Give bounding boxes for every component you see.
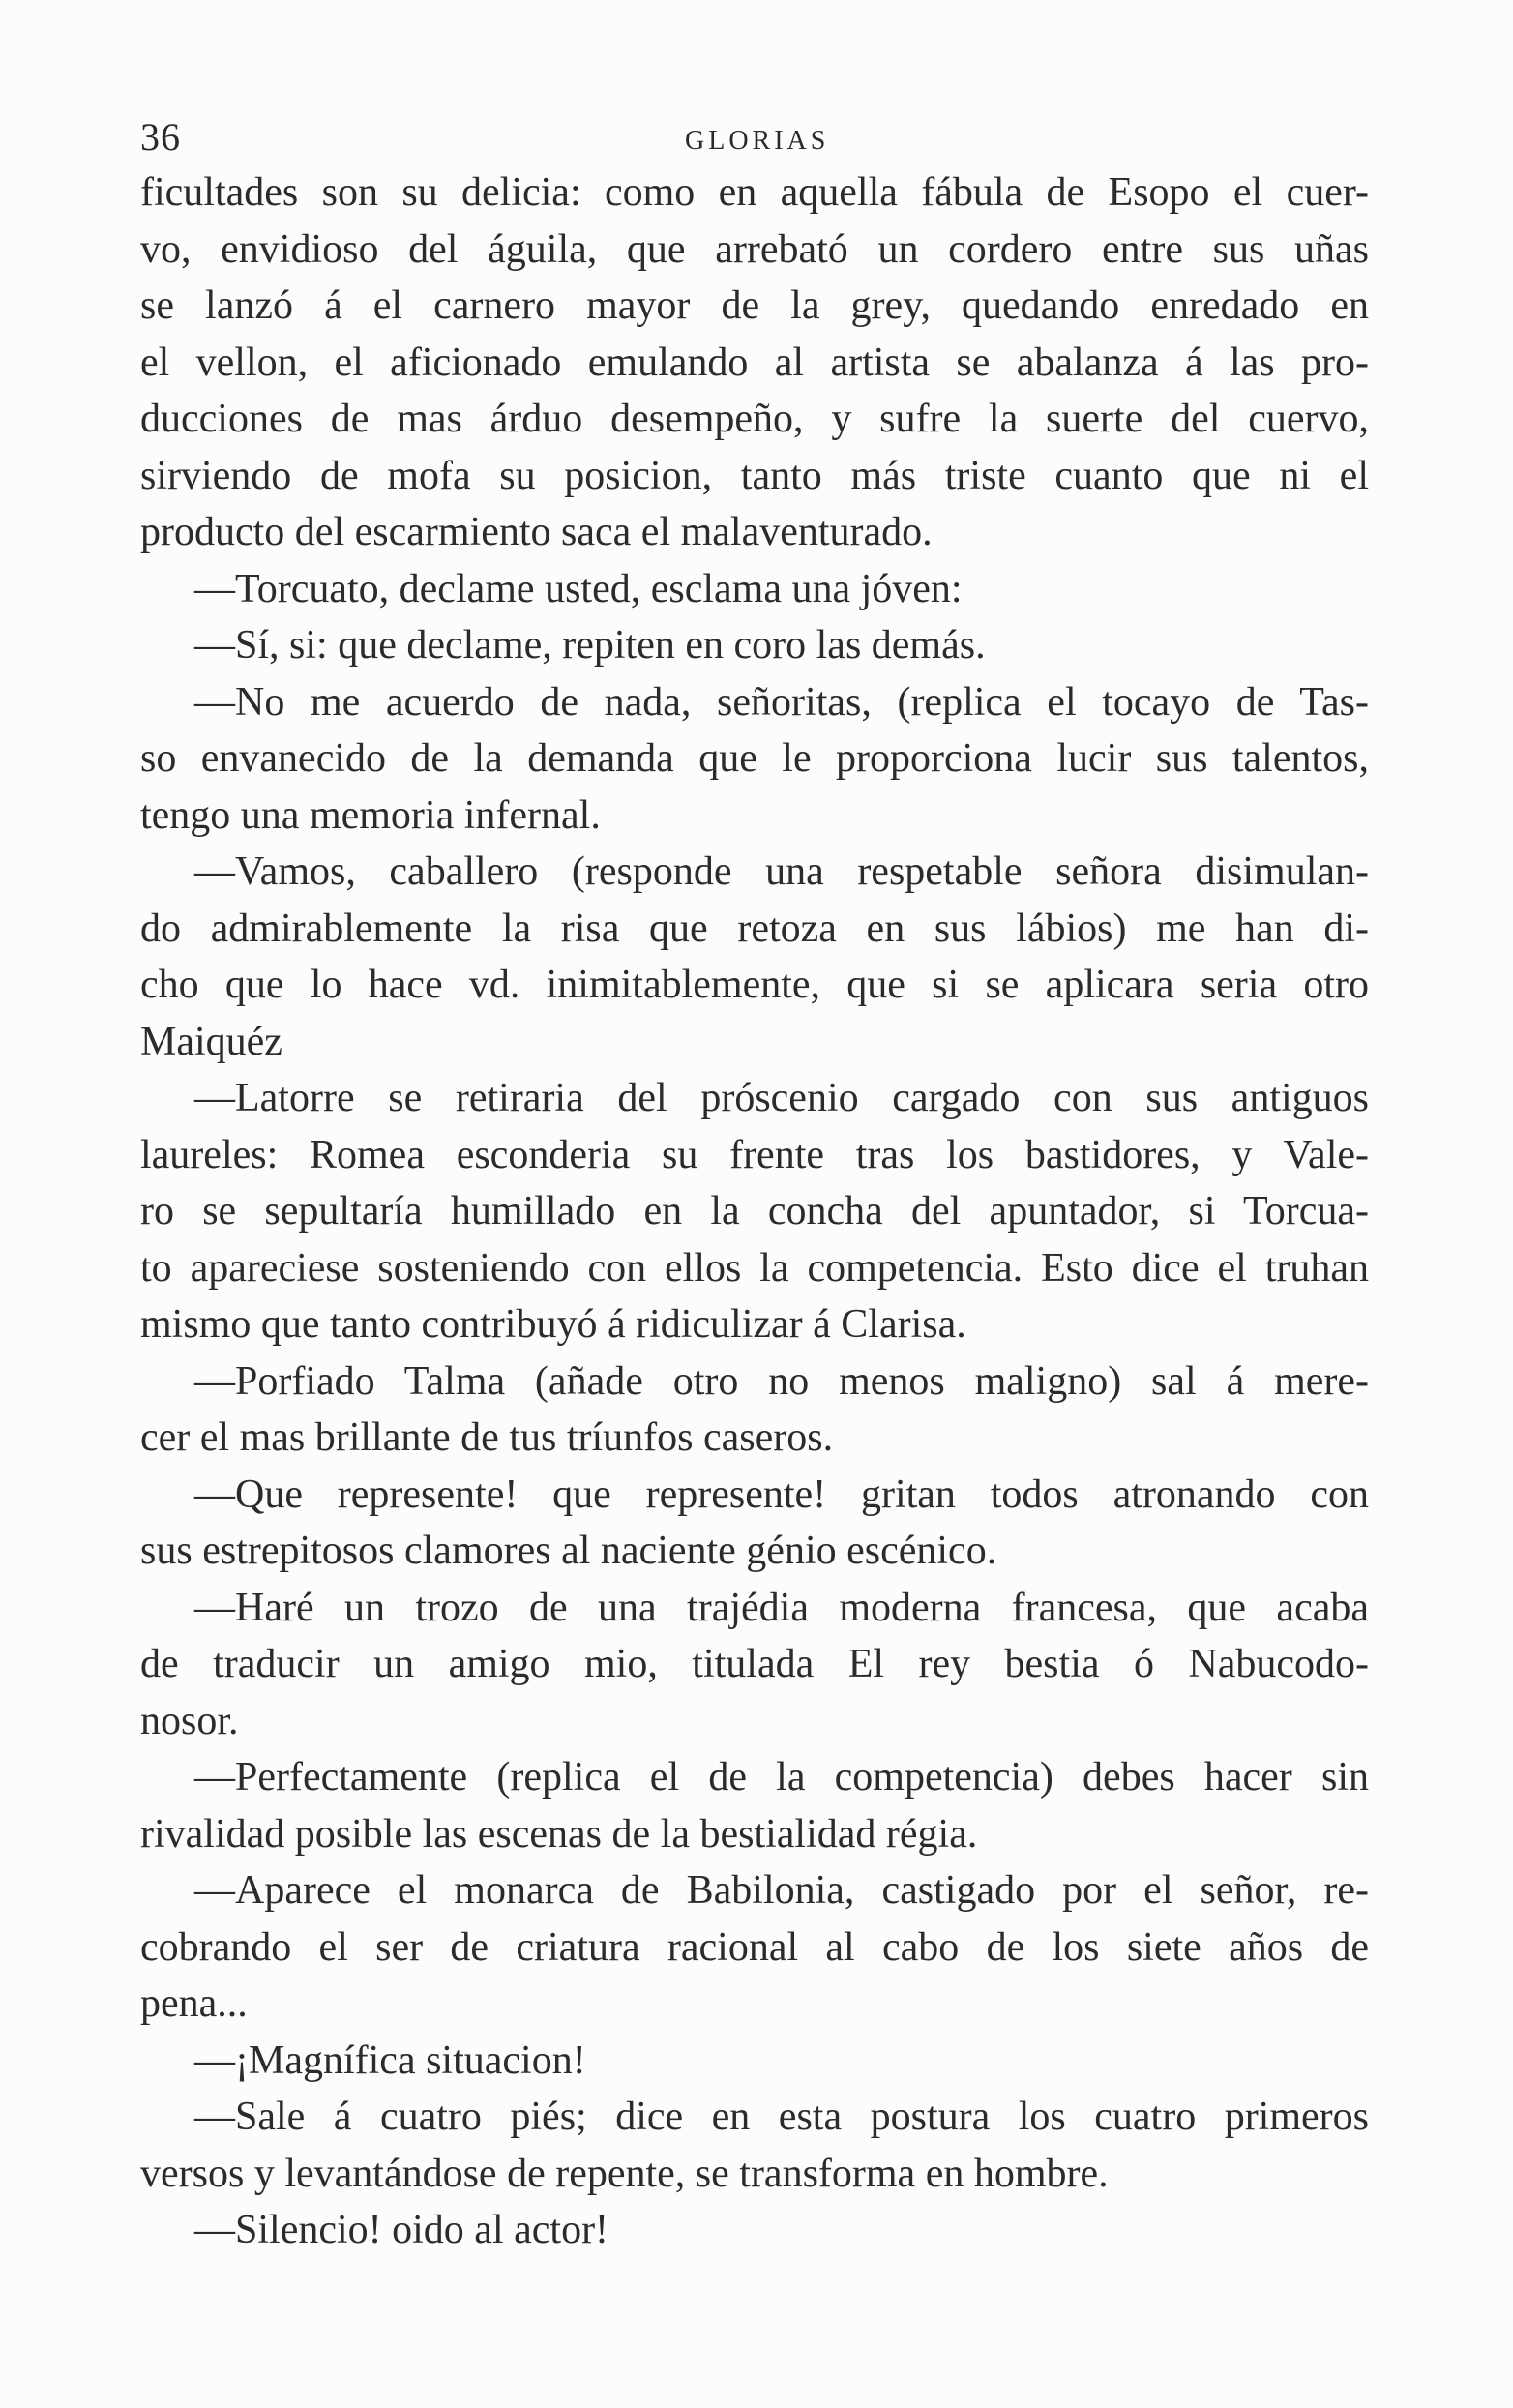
paragraph (140, 1862, 1369, 2033)
text-line: —Latorre se retiraria del próscenio cargado con sus antiguos (194, 1076, 1369, 1120)
text-line: to apareciese sosteniendo con ellos la competencia. Esto dice el truhan (140, 1245, 1369, 1291)
text-line: —Porfiado Talma (añade otro no menos maligno) sal á mere- (194, 1358, 1369, 1404)
text-line: —Vamos, caballero (responde una respetable señora disimulan- (194, 849, 1369, 894)
body-text (140, 164, 1369, 2259)
running-head: GLORIAS (685, 126, 830, 156)
text-line: cer el mas brillante de tus tríunfos caseros. (140, 1415, 834, 1460)
text-line: pena... (140, 1981, 248, 2026)
paragraph (140, 2089, 1369, 2202)
text-line: —Sí, si: que declame, repiten en coro las demás. (194, 623, 986, 668)
page-header (140, 114, 1369, 172)
text-line: se lanzó á el carnero mayor de la grey, quedando enredado en (140, 283, 1369, 328)
text-line: laureles: Romea esconderia su frente tras los bastidores, y Vale- (140, 1132, 1369, 1177)
paragraph (140, 561, 1369, 618)
text-line: ducciones de mas árduo desempeño, y sufre la suerte del cuervo, (140, 397, 1369, 441)
text-line: nosor. (140, 1698, 239, 1743)
paragraph (140, 1467, 1369, 1580)
text-line: so envanecido de la demanda que le proporciona lucir sus talentos, (140, 736, 1369, 781)
text-line: —Torcuato, declame usted, esclama una jóven: (194, 566, 963, 611)
text-line: —Haré un trozo de una trajédia moderna francesa, que acaba (194, 1585, 1369, 1630)
text-line: ro se sepultaría humillado en la concha del apuntador, si Torcua- (140, 1189, 1369, 1234)
text-line: cho que lo hace vd. inimitablemente, que si se aplicara seria otro (140, 963, 1369, 1007)
text-line: —No me acuerdo de nada, señoritas, (replica el tocayo de Tas- (194, 679, 1369, 725)
paragraph (140, 2033, 1369, 2090)
paragraph (140, 1070, 1369, 1353)
paragraph (140, 674, 1369, 845)
paragraph (140, 2202, 1369, 2259)
text-line: tengo una memoria infernal. (140, 792, 601, 838)
paragraph (140, 1353, 1369, 1467)
text-line: —Silencio! oido al actor! (194, 2208, 609, 2252)
paragraph (140, 617, 1369, 674)
text-line: do admirablemente la risa que retoza en sus lábios) me han di- (140, 906, 1369, 951)
paragraph (140, 1749, 1369, 1862)
text-line: —Sale á cuatro piés; dice en esta postura los cuatro primeros (194, 2095, 1369, 2139)
text-line: —Que represente! que represente! gritan todos atronando con (194, 1472, 1369, 1517)
text-line: ficultades son su delicia: como en aquella fábula de Esopo el cuer- (140, 170, 1369, 215)
text-line: de traducir un amigo mio, titulada El rey bestia ó Nabucodo- (140, 1642, 1369, 1686)
text-line: versos y levantándose de repente, se transforma en hombre. (140, 2151, 1109, 2196)
text-line: —Aparece el monarca de Babilonia, castigado por el señor, re- (194, 1868, 1369, 1913)
page-number: 36 (140, 115, 181, 159)
paragraph (140, 1580, 1369, 1750)
text-line: vo, envidioso del águila, que arrebató un cordero entre sus uñas (140, 226, 1369, 272)
text-line: mismo que tanto contribuyó á ridiculizar á Clarisa. (140, 1302, 966, 1347)
text-line: producto del escarmiento saca el malaventurado. (140, 510, 933, 554)
text-line: sus estrepitosos clamores al naciente génio escénico. (140, 1529, 997, 1573)
text-line: —Perfectamente (replica el de la competencia) debes hacer sin (194, 1755, 1369, 1799)
paragraph (140, 164, 1369, 561)
text-line: Maiquéz (140, 1019, 282, 1064)
text-line: rivalidad posible las escenas de la bestialidad régia. (140, 1811, 978, 1857)
text-line: —¡Magnífica situacion! (194, 2037, 586, 2083)
text-line: sirviendo de mofa su posicion, tanto más triste cuanto que ni el (140, 453, 1369, 498)
text-line: el vellon, el aficionado emulando al artista se abalanza á las pro- (140, 340, 1369, 385)
paragraph (140, 844, 1369, 1070)
text-line: cobrando el ser de criatura racional al cabo de los siete años de (140, 1924, 1369, 1970)
